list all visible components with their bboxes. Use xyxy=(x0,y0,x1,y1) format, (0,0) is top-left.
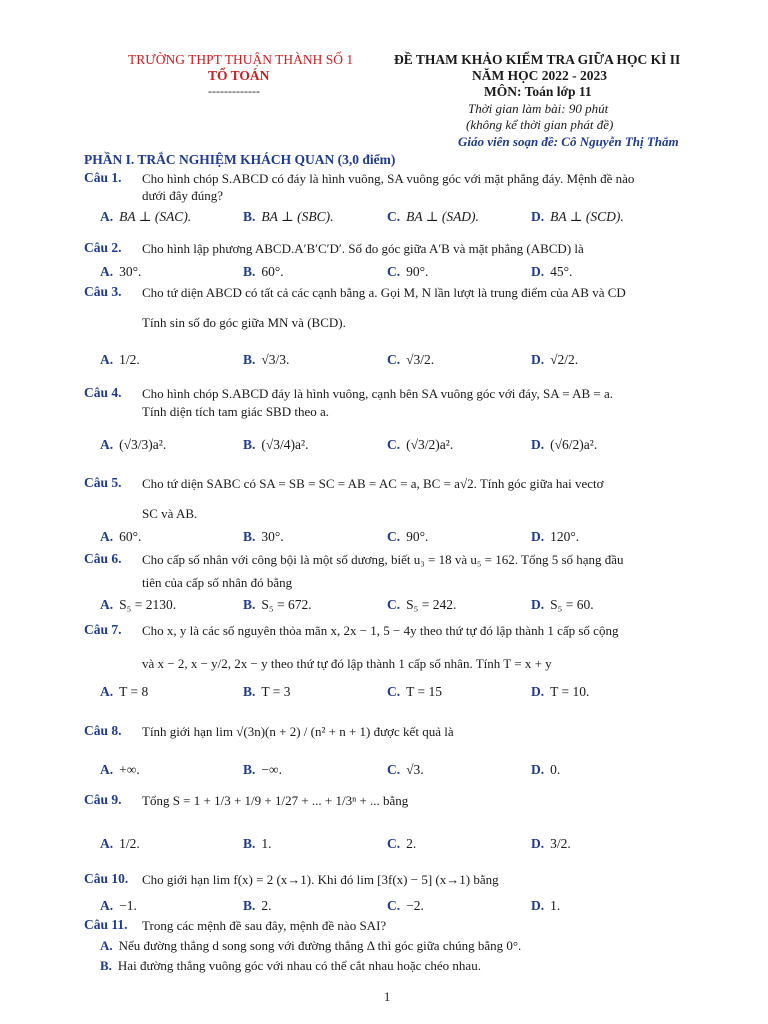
question-text-cont: tiên của cấp số nhân đó bằng xyxy=(142,575,293,590)
question-label: Câu 2. xyxy=(84,240,122,255)
option-d[interactable]: D. T = 10. xyxy=(531,684,590,699)
question-label: Câu 10. xyxy=(84,871,129,886)
exam-title: ĐỀ THAM KHẢO KIỂM TRA GIỮA HỌC KÌ II xyxy=(394,52,681,67)
question-text-cont: và x − 2, x − y/2, 2x − y theo thứ tự đó lập thành 1 cấp số nhân. Tính T = x + y xyxy=(142,656,552,671)
time-allowed: Thời gian làm bài: 90 phút xyxy=(468,101,609,116)
question-text-cont: SC và AB. xyxy=(142,506,198,521)
option-a[interactable]: A. +∞. xyxy=(100,762,140,777)
question-text-cont: Tính sin số đo góc giữa MN và (BCD). xyxy=(142,315,346,330)
question-label: Câu 9. xyxy=(84,792,122,807)
option-a[interactable]: A. −1. xyxy=(100,898,137,913)
department-name: TỔ TOÁN xyxy=(208,68,270,83)
question-text: Cho hình lập phương ABCD.A′B′C′D′. Số đo góc giữa A′B và mặt phẳng (ABCD) là xyxy=(142,241,584,256)
school-name: TRƯỜNG THPT THUẬN THÀNH SỐ 1 xyxy=(128,52,354,67)
option-a[interactable]: A. 1/2. xyxy=(100,836,140,851)
question-label: Câu 11. xyxy=(84,917,128,932)
option-d[interactable]: D. √2/2. xyxy=(531,352,579,367)
question-label: Câu 4. xyxy=(84,385,122,400)
page-number: 1 xyxy=(384,990,391,1004)
option-c[interactable]: C. BA ⊥ (SAD). xyxy=(387,209,479,224)
option-c[interactable]: C. (√3/2)a². xyxy=(387,437,454,452)
option-c[interactable]: C. −2. xyxy=(387,898,424,913)
question-text: Cho giới hạn lim f(x) = 2 (x→1). Khi đó lim [3f(x) − 5] (x→1) bằng xyxy=(142,872,499,887)
option-b[interactable]: B. √3/3. xyxy=(243,352,290,367)
question-text: Tính giới hạn lim √(3n)(n + 2) / (n² + n + 1) được kết quả là xyxy=(142,724,454,739)
question-label: Câu 8. xyxy=(84,723,122,738)
header-divider: ------------- xyxy=(208,84,260,98)
option-b[interactable]: B. 2. xyxy=(243,898,272,913)
question-text: Cho tứ diện SABC có SA = SB = SC = AB = AC = a, BC = a√2. Tính góc giữa hai vectơ xyxy=(142,476,604,491)
question-label: Câu 5. xyxy=(84,475,122,490)
question-text: Cho x, y là các số nguyên thỏa mãn x, 2x − 1, 5 − 4y theo thứ tự đó lập thành 1 cấp số cộng xyxy=(142,623,619,638)
option-a[interactable]: A. Nếu đường thẳng d song song với đường thẳng Δ thì góc giữa chúng bằng 0°. xyxy=(100,938,522,953)
question-label: Câu 7. xyxy=(84,622,122,637)
time-note: (không kể thời gian phát đề) xyxy=(466,117,614,132)
school-year: NĂM HỌC 2022 - 2023 xyxy=(472,68,607,83)
option-c[interactable]: C. 2. xyxy=(387,836,417,851)
option-c[interactable]: C. 90°. xyxy=(387,529,429,544)
option-a[interactable]: A. 60°. xyxy=(100,529,142,544)
option-a[interactable]: A. T = 8 xyxy=(100,684,149,699)
option-b[interactable]: B. 60°. xyxy=(243,264,284,279)
question-text: Cho tứ diện ABCD có tất cả các cạnh bằng a. Gọi M, N lần lượt là trung điểm của AB và CD xyxy=(142,285,626,300)
option-a[interactable]: A. (√3/3)a². xyxy=(100,437,167,452)
option-d[interactable]: D. BA ⊥ (SCD). xyxy=(531,209,624,224)
teacher: Giáo viên soạn đề: Cô Nguyễn Thị Thắm xyxy=(458,134,679,149)
option-d[interactable]: D. 120°. xyxy=(531,529,580,544)
question-text: Cho hình chóp S.ABCD đáy là hình vuông, cạnh bên SA vuông góc với đáy, SA = AB = a. xyxy=(142,386,613,401)
option-b[interactable]: B. 30°. xyxy=(243,529,284,544)
option-d[interactable]: D. (√6/2)a². xyxy=(531,437,598,452)
option-d[interactable]: D. 0. xyxy=(531,762,561,777)
option-c[interactable]: C. S₅ = 242. xyxy=(387,597,457,612)
option-c[interactable]: C. √3. xyxy=(387,762,424,777)
question-text: Trong các mệnh đề sau đây, mệnh đề nào SAI? xyxy=(142,918,387,933)
option-d[interactable]: D. S₅ = 60. xyxy=(531,597,594,612)
subject: MÔN: Toán lớp 11 xyxy=(484,84,592,99)
question-text-cont: Tính diện tích tam giác SBD theo a. xyxy=(142,404,330,419)
option-d[interactable]: D. 45°. xyxy=(531,264,573,279)
option-b[interactable]: B. 1. xyxy=(243,836,272,851)
option-c[interactable]: C. 90°. xyxy=(387,264,429,279)
question-text: Cho cấp số nhân với công bội là một số dương, biết u₃ = 18 và u₅ = 162. Tổng 5 số hạng đầu xyxy=(142,552,624,567)
option-a[interactable]: A. BA ⊥ (SAC). xyxy=(100,209,192,224)
question-label: Câu 3. xyxy=(84,284,122,299)
question-label: Câu 6. xyxy=(84,551,122,566)
option-c[interactable]: C. √3/2. xyxy=(387,352,435,367)
option-c[interactable]: C. T = 15 xyxy=(387,684,442,699)
section-title: PHẦN I. TRẮC NGHIỆM KHÁCH QUAN (3,0 điểm) xyxy=(84,152,396,167)
question-label: Câu 1. xyxy=(84,170,122,185)
question-text: Cho hình chóp S.ABCD có đáy là hình vuông, SA vuông góc với mặt phẳng đáy. Mệnh đề nào xyxy=(142,171,635,186)
option-a[interactable]: A. 1/2. xyxy=(100,352,140,367)
option-d[interactable]: D. 1. xyxy=(531,898,561,913)
option-d[interactable]: D. 3/2. xyxy=(531,836,571,851)
question-text: Tổng S = 1 + 1/3 + 1/9 + 1/27 + ... + 1/3ⁿ + ... bằng xyxy=(142,793,409,808)
option-b[interactable]: B. −∞. xyxy=(243,762,283,777)
option-b[interactable]: B. Hai đường thẳng vuông góc với nhau có thể cắt nhau hoặc chéo nhau. xyxy=(100,958,481,973)
question-text-cont: dưới đây đúng? xyxy=(142,188,224,203)
option-b[interactable]: B. (√3/4)a². xyxy=(243,437,309,452)
option-b[interactable]: B. BA ⊥ (SBC). xyxy=(243,209,334,224)
option-a[interactable]: A. S₅ = 2130. xyxy=(100,597,177,612)
option-b[interactable]: B. T = 3 xyxy=(243,684,291,699)
option-a[interactable]: A. 30°. xyxy=(100,264,142,279)
option-b[interactable]: B. S₅ = 672. xyxy=(243,597,312,612)
